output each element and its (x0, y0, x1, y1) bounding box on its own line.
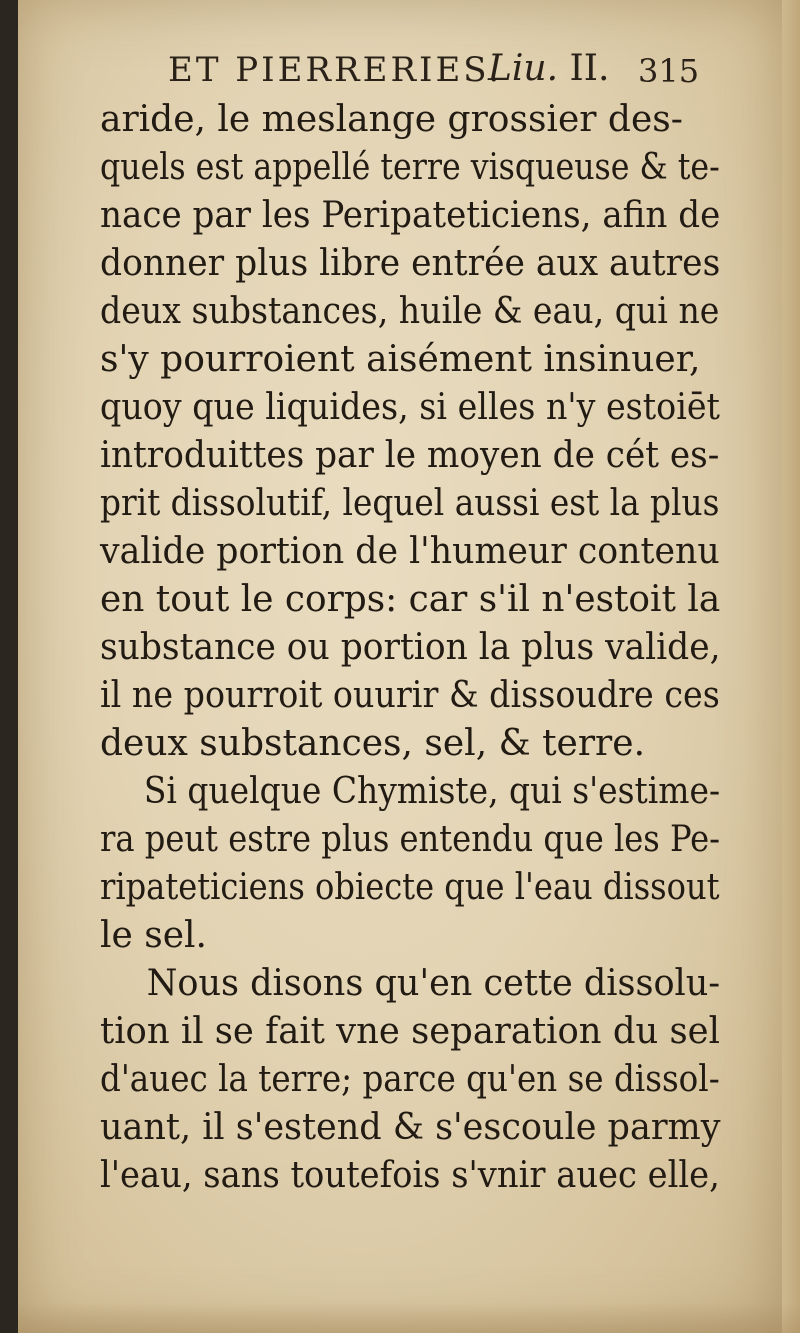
text-line: d'auec la terre; parce qu'en se dissol- (100, 1059, 720, 1100)
book-reference (488, 48, 609, 89)
paragraph-start-line: Nous disons qu'en cette dissolu- (146, 963, 721, 1004)
book-prefix: Liu. (488, 48, 559, 89)
text-line: uant, il s'estend & s'escoule parmy (100, 1107, 721, 1148)
text-line: quels est appellé terre visqueuse & te- (100, 147, 720, 188)
text-line: il ne pourroit ouurir & dissoudre ces (100, 675, 720, 716)
text-line: nace par les Peripateticiens, afin de (100, 195, 721, 236)
text-line: le sel. (100, 915, 207, 956)
text-line: deux substances, huile & eau, qui ne (100, 291, 720, 332)
running-head: ET PIERRERIES. (168, 50, 503, 90)
book-number: II. (569, 48, 610, 89)
text-line: l'eau, sans toutefois s'vnir auec elle, (100, 1155, 720, 1196)
text-line: introduittes par le moyen de cét es- (100, 435, 720, 476)
text-line: ra peut estre plus entendu que les Pe- (100, 819, 721, 860)
page-number: 315 (638, 52, 700, 90)
page-edge (782, 0, 800, 1333)
text-line: substance ou portion la plus valide, (100, 627, 721, 668)
text-line: deux substances, sel, & terre. (100, 723, 646, 764)
text-line: en tout le corps: car s'il n'estoit la (100, 579, 721, 620)
book-page (18, 0, 782, 1333)
text-line: tion il se fait vne separation du sel (100, 1011, 720, 1052)
text-line: prit dissolutif, lequel aussi est la plus (100, 483, 720, 524)
text-line: valide portion de l'humeur contenu (100, 531, 720, 572)
paragraph-start-line: Si quelque Chymiste, qui s'estime- (143, 771, 721, 812)
text-line: quoy que liquides, si elles n'y estoiēt (100, 387, 720, 428)
text-line: aride, le meslange grossier des- (100, 99, 683, 140)
text-line: donner plus libre entrée aux autres (100, 243, 721, 284)
text-line: s'y pourroient aisément insinuer, (100, 339, 701, 380)
page-bottom-shadow (18, 1303, 800, 1333)
text-line: ripateticiens obiecte que l'eau dissout (100, 867, 720, 908)
page-header (148, 44, 728, 100)
